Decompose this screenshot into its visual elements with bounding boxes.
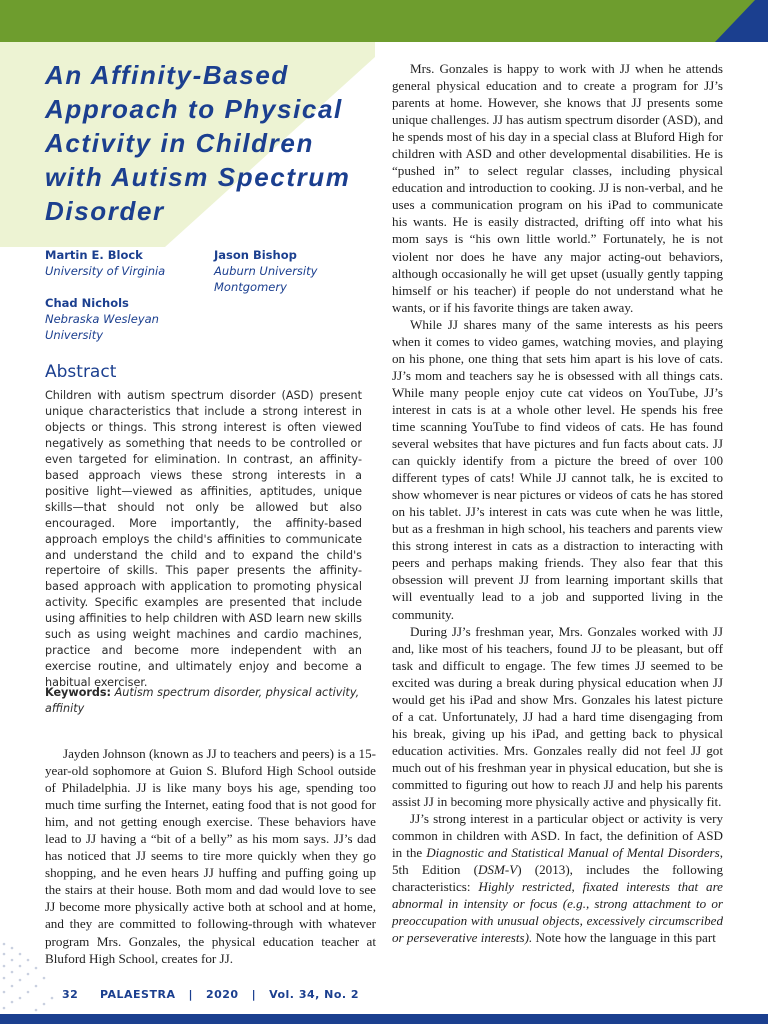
keywords — [45, 685, 375, 717]
text-run: , 5th Edition ( — [392, 845, 723, 878]
author-block — [45, 247, 205, 279]
body-paragraph: Jayden Johnson (known as JJ to teachers and peers) is a 15-year-old sophomore at Guion S. Bluford High School outside of Philadelphia. JJ is like many boys his age, spending too much time surfing the Internet, eating food that is not good for him, and not getting enough exercise. These behaviors have lead to JJ having a “bit of a belly” as his mom says. JJ’s dad has noticed that JJ seems to tire more quickly when they go shopping, and he even hears JJ huffing and puffing going up the stairs at their house. Both mom and dad would love to see JJ become more physically active both at school and at home, and they are committed to following-through with whatever program Mrs. Gonzales, the physical education teacher at Bluford High School, creates for JJ. — [45, 746, 376, 966]
page-footer: 32 PALAESTRA | 2020 | Vol. 34, No. 2 — [62, 988, 360, 1001]
author-affiliation: Nebraska Wesleyan University — [45, 312, 159, 342]
body-paragraph: During JJ’s freshman year, Mrs. Gonzales worked with JJ and, like most of his teachers, found JJ to be pleasant, but off task and difficult to engage. The few times JJ seemed to be excited was during a break during physical education when JJ would get his iPad and show Mrs. Gonzales his latest picture of a cat. Unfortunately, JJ had a hard time disengaging from his break, giving up his iPad, and getting back to physical education activities. Mrs. Gonzales really did not feel JJ got much out of his freshman year in physical education, but she is committed to figuring out how to reach JJ and help his parents assist JJ in becoming more physically active and physically fit. — [392, 623, 723, 810]
author-affiliation: Auburn University Montgomery — [214, 264, 318, 294]
bottom-navy-band — [0, 1014, 768, 1024]
body-paragraph — [392, 810, 723, 946]
dsm-quote: Highly restricted, fixated interests that are abnormal in intensity or focus (e.g., strong attachment to or preoccupation with unusual objects, excessively circumscribed or perseverative interests). — [392, 879, 723, 946]
text-run: JJ’s strong interest in a particular object or activity is very common in children with ASD. In fact, the definition of ASD in the — [392, 811, 723, 861]
book-abbrev: DSM-V — [477, 862, 518, 878]
keywords-text: Autism spectrum disorder, physical activity, affinity — [45, 686, 360, 715]
article-title: An Affinity-Based Approach to Physical Activity in Children with Autism Spectrum Disorder — [45, 60, 351, 226]
author-affiliation: University of Virginia — [45, 264, 166, 278]
body-left-column — [45, 745, 376, 967]
top-green-wedge — [0, 0, 768, 42]
author-name: Jason Bishop — [214, 248, 297, 262]
body-right-column — [392, 60, 723, 946]
author-name: Martin E. Block — [45, 248, 143, 262]
author-block — [45, 295, 180, 343]
author-name: Chad Nichols — [45, 296, 129, 310]
body-paragraph: Mrs. Gonzales is happy to work with JJ when he attends general physical education and to create a program for JJ’s parents at home. However, she knows that JJ presents some unique challenges. JJ has autism spectrum disorder (ASD), and he spends most of his day in a special class at Bluford High for children with ASD and other developmental disabilities. He is “pushed in” to select regular classes, including physical education and introduction to cooking. JJ is non-verbal, and he uses a communication program on his iPad to communicate his wants. He is easily distracted, drifting off into what his mom says is “his own little world.” Fortunately, he is not violent nor does he have any major acting-out behaviors, although occasionally he will get upset (usually gently tapping himself or his teacher) if people do not understand what he wants, or if his favorite things are taken away. — [392, 61, 723, 315]
abstract-text: Children with autism spectrum disorder (ASD) present unique characteristics that include a strong interest in objects or things. This strong interest is often viewed negatively as something that needs to be controlled or even targeted for elimination. In contrast, an affinity-based approach views these strong interests in a positive light—viewed as affinities, aptitudes, unique skills—that should not only be allowed but also encouraged. More importantly, the affinity-based approach employs the child's affinities to communicate and understand the child and to expand the child's repertoire of skills. This paper presents the affinity-based approach with application to promoting physical activity. Specific examples are presented that include using affinities to help children with ASD learn new skills such as using weight machines and cardio machines, practice and become more independent with an exercise routine, and ultimately enjoy and become a habitual exerciser. — [45, 389, 362, 690]
author-block — [214, 247, 334, 295]
text-run: Note how the language in this part — [532, 930, 716, 946]
text-run: ) (2013), includes the following characteristics: — [392, 862, 723, 895]
keywords-label: Keywords: — [45, 686, 112, 699]
body-paragraph: While JJ shares many of the same interests as his peers when it comes to video games, watching movies, and playing on his phone, one thing that sets him apart is his love of cats. JJ’s mom and teachers say he is obsessed with all things cats. While many people enjoy cute cat videos on YouTube, JJ’s interest in cats is at a whole other level. He spends his free time scanning YouTube to find videos of cats. He has found several websites that have pictures and fun facts about cats. JJ can quickly identify from a picture the breed of over 100 different types of cats! While JJ cannot talk, he is excited to show whomever is near pictures or videos of cats he has stored on his tablet. JJ’s interest in cats was cute when he was little, but as a freshman in high school, his teachers and parents view this strong interest in cats as a distraction to interacting with peers and perhaps making friends. They also fear that this obsession will prevent JJ from learning important skills that will eventually lead to a job and supported living in the community. — [392, 316, 723, 622]
book-title: Diagnostic and Statistical Manual of Mental Disorders — [426, 845, 720, 861]
abstract-heading: Abstract — [45, 362, 117, 382]
